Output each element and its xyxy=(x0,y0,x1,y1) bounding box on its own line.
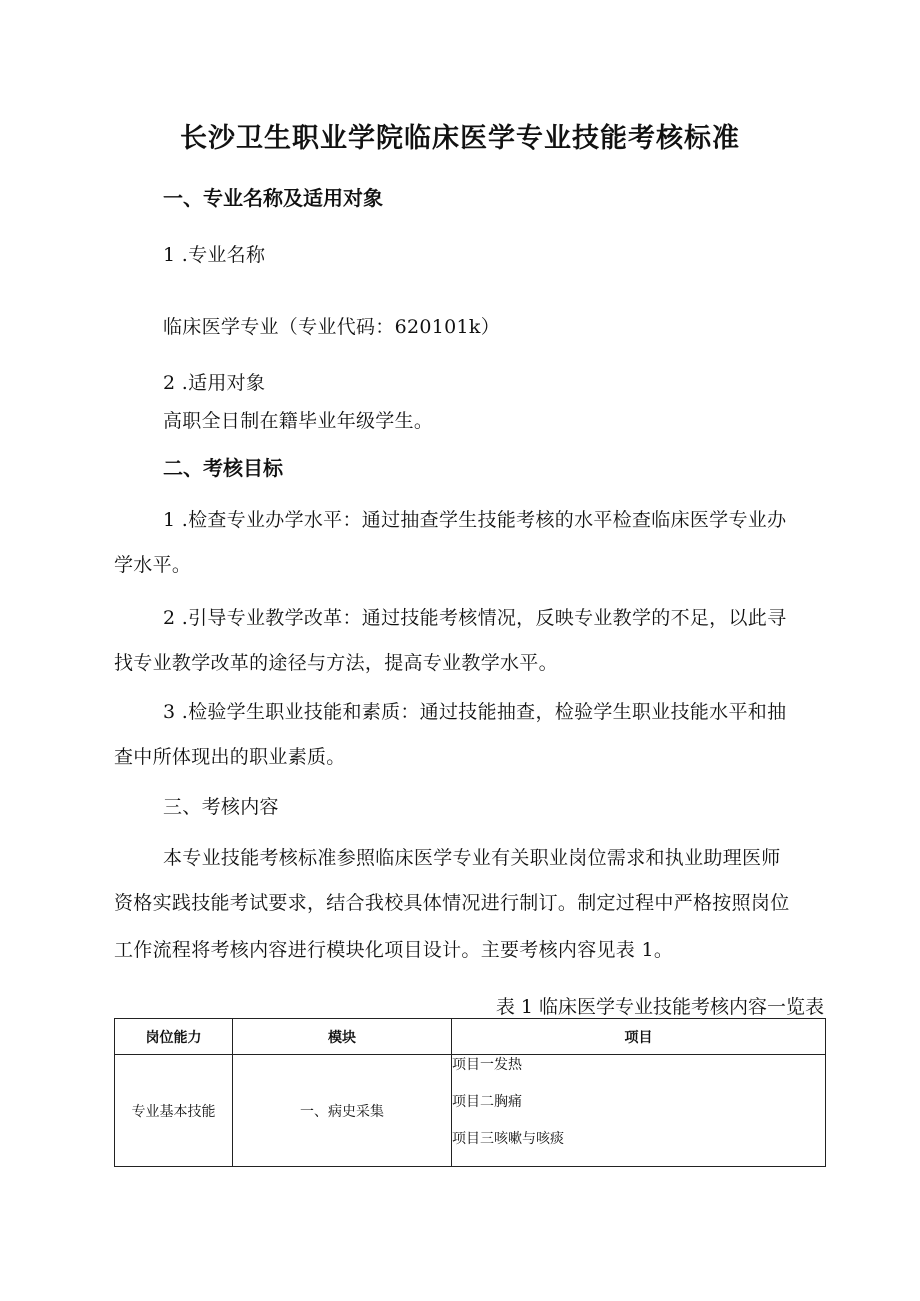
section3-heading: 三、考核内容 xyxy=(163,796,279,818)
section3-para-line3: 工作流程将考核内容进行模块化项目设计。主要考核内容见表 1。 xyxy=(114,939,674,961)
table-row xyxy=(115,1055,826,1167)
item-entry: 项目三咳嗽与咳痰 xyxy=(452,1131,564,1147)
section1-heading: 一、专业名称及适用对象 xyxy=(163,186,383,210)
table-caption: 表 1 临床医学专业技能考核内容一览表 xyxy=(495,996,824,1018)
item-entry: 项目一发热 xyxy=(452,1057,522,1073)
section2-item1-line1: 1 .检查专业办学水平：通过抽查学生技能考核的水平检查临床医学专业办 xyxy=(163,509,787,531)
section1-sub1-text: 临床医学专业（专业代码：620101k） xyxy=(163,316,501,338)
section2-item3-line1: 3 .检验学生职业技能和素质：通过技能抽查，检验学生职业技能水平和抽 xyxy=(163,701,787,723)
skills-table xyxy=(114,1018,826,1167)
section2-heading: 二、考核目标 xyxy=(163,456,283,480)
section2-item1-line2: 学水平。 xyxy=(114,554,192,576)
section3-para-line2: 资格实践技能考试要求，结合我校具体情况进行制订。制定过程中严格按照岗位 xyxy=(114,892,790,914)
section2-item2-line1: 2 .引导专业教学改革：通过技能考核情况，反映专业教学的不足，以此寻 xyxy=(163,607,787,629)
cell-module: 一、病史采集 xyxy=(233,1055,452,1167)
section2-item2-line2: 找专业教学改革的途径与方法，提高专业教学水平。 xyxy=(114,652,558,674)
cell-ability: 专业基本技能 xyxy=(115,1055,233,1167)
page-title: 长沙卫生职业学院临床医学专业技能考核标准 xyxy=(180,123,740,154)
item-entry: 项目二胸痛 xyxy=(452,1094,522,1110)
header-items: 项目 xyxy=(452,1019,826,1055)
section1-sub2-label: 2 .适用对象 xyxy=(163,372,266,394)
section2-item3-line2: 查中所体现出的职业素质。 xyxy=(114,746,346,768)
section1-sub1-label: 1 .专业名称 xyxy=(163,244,266,266)
header-module: 模块 xyxy=(233,1019,452,1055)
section1-sub2-text: 高职全日制在籍毕业年级学生。 xyxy=(163,410,434,432)
section3-para-line1: 本专业技能考核标准参照临床医学专业有关职业岗位需求和执业助理医师 xyxy=(163,847,781,869)
header-ability: 岗位能力 xyxy=(115,1019,233,1055)
table-header-row xyxy=(115,1019,826,1055)
cell-items xyxy=(452,1055,826,1167)
